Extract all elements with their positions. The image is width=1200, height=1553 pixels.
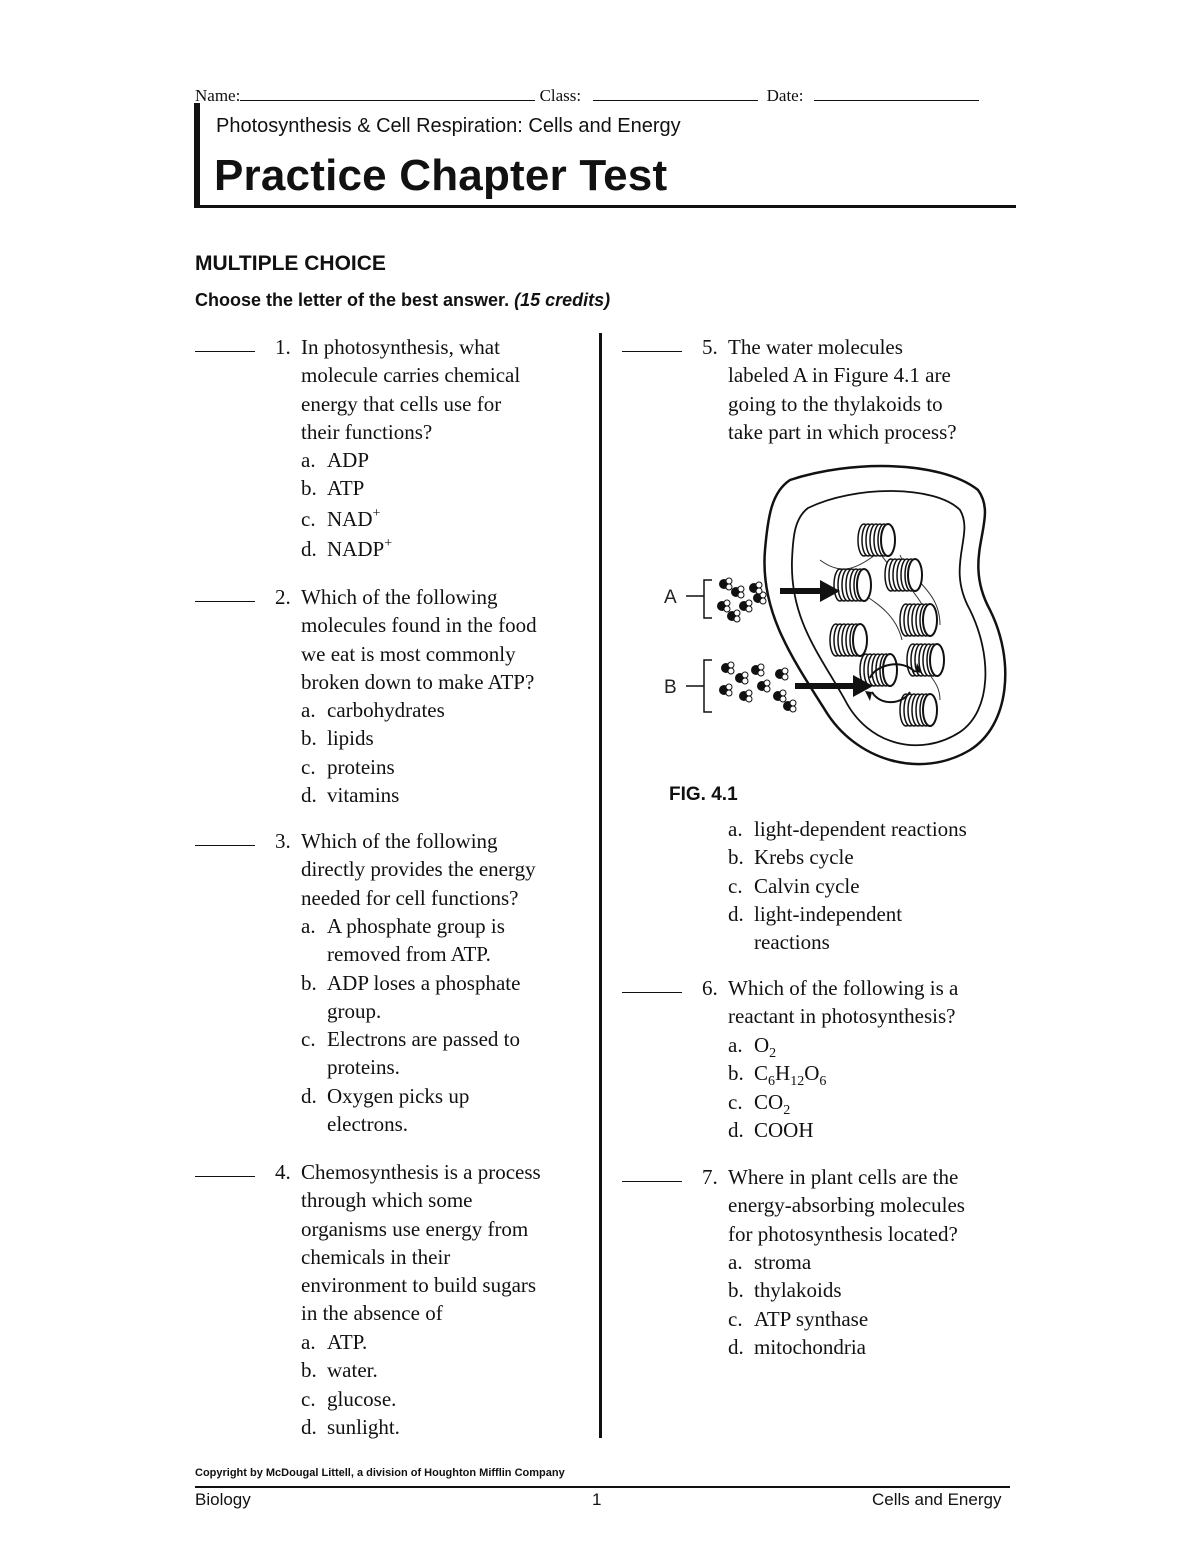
section-heading: MULTIPLE CHOICE: [195, 252, 386, 275]
option-list: [301, 912, 520, 1138]
question-number: 1.: [275, 335, 291, 359]
option-d: d. light-independent reactions: [728, 901, 903, 955]
callout-b-label: B: [664, 677, 677, 698]
granum-stack: [858, 524, 895, 556]
option-c: c. NAD+: [301, 505, 381, 531]
option-a: a. A phosphate group is removed from ATP.: [301, 914, 505, 967]
molecule: [718, 600, 731, 612]
option-a: a. ATP.: [301, 1330, 368, 1354]
name-field[interactable]: [240, 84, 535, 101]
option-c: c. Calvin cycle: [728, 873, 860, 898]
granum-stack: [900, 694, 937, 726]
option-b: b. ADP loses a phosphate group.: [301, 970, 521, 1023]
molecule: [752, 664, 765, 676]
credits-text: (15 credits): [514, 290, 611, 310]
question-6: [622, 974, 1012, 1144]
question-5: [622, 333, 1012, 453]
question-7: [622, 1163, 1012, 1363]
granum-stack: [907, 644, 944, 676]
footer-rule: [195, 1486, 1010, 1488]
footer-subject: Biology: [195, 1490, 251, 1509]
question-number: 7.: [702, 1165, 718, 1189]
option-a: a. $O_2$: [728, 1033, 777, 1061]
molecule: [736, 672, 749, 684]
water-molecules: [718, 578, 797, 712]
option-b: b. water.: [301, 1358, 378, 1383]
option-b: b. Krebs cycle: [728, 845, 854, 870]
molecule: [722, 662, 735, 674]
answer-blank[interactable]: [622, 992, 682, 993]
question-1: [195, 333, 595, 563]
class-field[interactable]: [593, 84, 758, 101]
option-list: [301, 696, 445, 809]
class-label: Class:: [539, 86, 582, 105]
option-a: a. light-dependent reactions: [728, 817, 967, 841]
thylakoid-stacks: [830, 524, 944, 726]
callout-a-label: A: [664, 587, 677, 608]
question-number: 2.: [275, 585, 291, 609]
answer-blank[interactable]: [195, 845, 255, 846]
option-c: c. Electrons are passed to proteins.: [301, 1027, 521, 1080]
molecule: [740, 690, 753, 702]
granum-stack: [900, 604, 937, 636]
option-list: [728, 815, 967, 956]
molecule: [728, 610, 741, 622]
answer-blank[interactable]: [195, 351, 255, 352]
answer-blank[interactable]: [195, 601, 255, 602]
option-list: [301, 1328, 400, 1441]
chapter-subtitle: Photosynthesis & Cell Respiration: Cells and Energy: [216, 115, 681, 137]
molecule: [784, 700, 797, 712]
granum-stack: [885, 559, 922, 591]
instructions: [195, 290, 610, 311]
copyright-notice: Copyright by McDougal Littell, a division of Houghton Mifflin Company: [195, 1467, 565, 1479]
answer-blank[interactable]: [195, 1176, 255, 1177]
option-list: [728, 1248, 868, 1361]
question-stem: Which of the following directly provides the energy needed for cell functions?: [301, 829, 536, 910]
page-number: 1: [592, 1490, 602, 1509]
option-a: a. ADP: [301, 448, 370, 472]
option-c: c. $CO_2$: [728, 1089, 791, 1118]
question-stem: Which of the following molecules found in the food we eat is most commonly broken down to make ATP?: [301, 585, 537, 694]
question-number: 4.: [275, 1160, 291, 1184]
question-stem: Which of the following is a reactant in photosynthesis?: [728, 976, 959, 1029]
option-d: d. COOH: [728, 1117, 814, 1142]
granum-stack: [830, 624, 867, 656]
molecule: [776, 668, 789, 680]
instructions-text: Choose the letter of the best answer.: [195, 290, 510, 310]
option-a: a. carbohydrates: [301, 698, 445, 722]
molecule: [720, 684, 733, 696]
question-number: 3.: [275, 829, 291, 853]
column-divider: [599, 333, 602, 1438]
molecule: [758, 680, 771, 692]
question-5-options: [622, 815, 1012, 955]
option-list: [728, 1031, 826, 1144]
molecule: [774, 690, 787, 702]
question-stem: The water molecules labeled A in Figure 4.1 are going to the thylakoids to take part in which process?: [728, 335, 957, 444]
option-c: c. proteins: [301, 754, 395, 779]
question-3: [195, 827, 595, 1142]
question-number: 5.: [702, 335, 718, 359]
question-stem: Where in plant cells are the energy-absorbing molecules for photosynthesis located?: [728, 1165, 965, 1246]
molecule: [740, 600, 753, 612]
option-b: b. lipids: [301, 726, 374, 751]
date-field[interactable]: [814, 84, 979, 101]
option-d: d. vitamins: [301, 782, 400, 807]
callout-brackets: [686, 580, 712, 712]
option-b: b. ATP: [301, 476, 365, 501]
option-b: b. thylakoids: [728, 1278, 842, 1303]
option-c: c. glucose.: [301, 1386, 397, 1411]
molecule: [750, 582, 763, 594]
option-d: d. Oxygen picks up electrons.: [301, 1083, 470, 1137]
granum-stack: [834, 569, 871, 601]
answer-blank[interactable]: [622, 1181, 682, 1182]
question-stem: Chemosynthesis is a process through which some organisms use energy from chemicals in their environment to build sugars in the absence of: [301, 1160, 541, 1326]
option-b: b. $C_6H_{12}O_6$: [728, 1061, 827, 1090]
option-a: a. stroma: [728, 1250, 812, 1274]
name-label: Name:: [195, 86, 241, 105]
option-d: d. mitochondria: [728, 1334, 866, 1359]
page-title: Practice Chapter Test: [214, 151, 668, 200]
date-label: Date:: [766, 86, 804, 105]
question-number: 6.: [702, 976, 718, 1000]
question-4: [195, 1158, 595, 1443]
molecule: [720, 578, 733, 590]
option-list: [301, 446, 392, 563]
figure-caption: FIG. 4.1: [669, 784, 738, 805]
question-2: [195, 583, 595, 813]
title-block: [194, 103, 1016, 208]
molecule: [732, 586, 745, 598]
option-c: c. ATP synthase: [728, 1306, 869, 1331]
answer-blank[interactable]: [622, 351, 682, 352]
arrow-a: [780, 580, 840, 602]
question-stem: In photosynthesis, what molecule carries chemical energy that cells use for their functions?: [301, 335, 521, 444]
footer-chapter: Cells and Energy: [872, 1490, 1002, 1509]
chloroplast-figure: [640, 460, 1010, 780]
option-d: d. NADP+: [301, 535, 393, 561]
option-d: d. sunlight.: [301, 1414, 400, 1439]
